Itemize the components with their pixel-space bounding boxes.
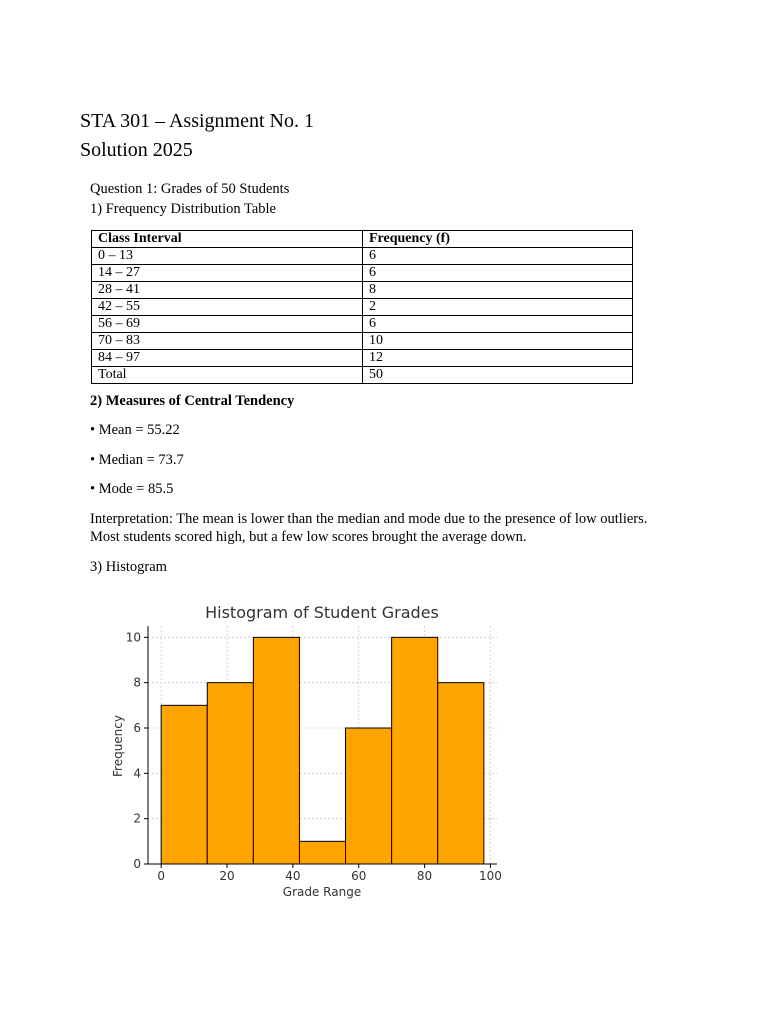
histogram-bars [161,637,484,864]
total-label-cell: Total [92,367,363,384]
x-tick-label: 100 [478,869,502,883]
frequency-cell: 6 [363,265,633,282]
column-header-class-interval: Class Interval [92,231,363,248]
x-tick-label: 0 [157,869,165,883]
table-row-total [92,367,633,384]
table-row [92,248,633,265]
section-heading-frequency-table: 1) Frequency Distribution Table [90,201,276,217]
x-tick-label: 20 [219,869,235,883]
chart-title: Histogram of Student Grades [205,603,439,622]
question-heading: Question 1: Grades of 50 Students [90,181,290,197]
table-row [92,350,633,367]
histogram-bar [299,841,345,864]
x-axis-label: Grade Range [282,885,362,899]
frequency-cell: 10 [363,333,633,350]
x-tick-label: 80 [416,869,433,883]
frequency-cell: 2 [363,299,633,316]
interpretation-paragraph: Interpretation: The mean is lower than the median and mode due to the presence of low outliers. Most students scored high, but a few low scores brought the average down. [90,511,648,545]
column-header-frequency: Frequency (f) [363,231,633,248]
table-row [92,282,633,299]
histogram-bar [346,728,392,864]
class-interval-cell: 28 – 41 [92,282,363,299]
document-subtitle: Solution 2025 [80,139,193,161]
frequency-cell: 6 [363,316,633,333]
y-tick-label: 6 [133,721,141,735]
y-tick-label: 8 [133,675,141,690]
histogram-bar [392,637,438,864]
frequency-cell: 8 [363,282,633,299]
histogram-chart [100,598,510,908]
section-heading-histogram: 3) Histogram [90,559,167,575]
histogram-bar [438,683,484,864]
median-value: • Median = 73.7 [90,452,184,468]
mean-value: • Mean = 55.22 [90,422,180,438]
histogram-bar [253,637,299,864]
table-row [92,316,633,333]
frequency-cell: 6 [363,248,633,265]
section-heading-central-tendency: 2) Measures of Central Tendency [90,393,295,409]
frequency-cell: 12 [363,350,633,367]
table-header-row [92,231,633,248]
y-axis-label: Frequency [111,715,125,777]
frequency-table [91,230,633,384]
class-interval-cell: 42 – 55 [92,299,363,316]
table-row [92,333,633,350]
y-tick-label: 2 [133,811,141,826]
document-title: STA 301 – Assignment No. 1 [80,110,314,132]
class-interval-cell: 70 – 83 [92,333,363,350]
x-tick-label: 40 [285,869,301,883]
histogram-bar [207,683,253,864]
class-interval-cell: 0 – 13 [92,248,363,265]
y-tick-label: 0 [133,857,141,871]
x-tick-label: 60 [351,869,367,883]
y-tick-label: 10 [125,630,141,645]
total-value-cell: 50 [363,367,633,384]
y-tick-label: 4 [133,766,141,781]
table-row [92,299,633,316]
class-interval-cell: 84 – 97 [92,350,363,367]
mode-value: • Mode = 85.5 [90,481,174,497]
class-interval-cell: 14 – 27 [92,265,363,282]
histogram-bar [161,705,207,864]
class-interval-cell: 56 – 69 [92,316,363,333]
table-row [92,265,633,282]
